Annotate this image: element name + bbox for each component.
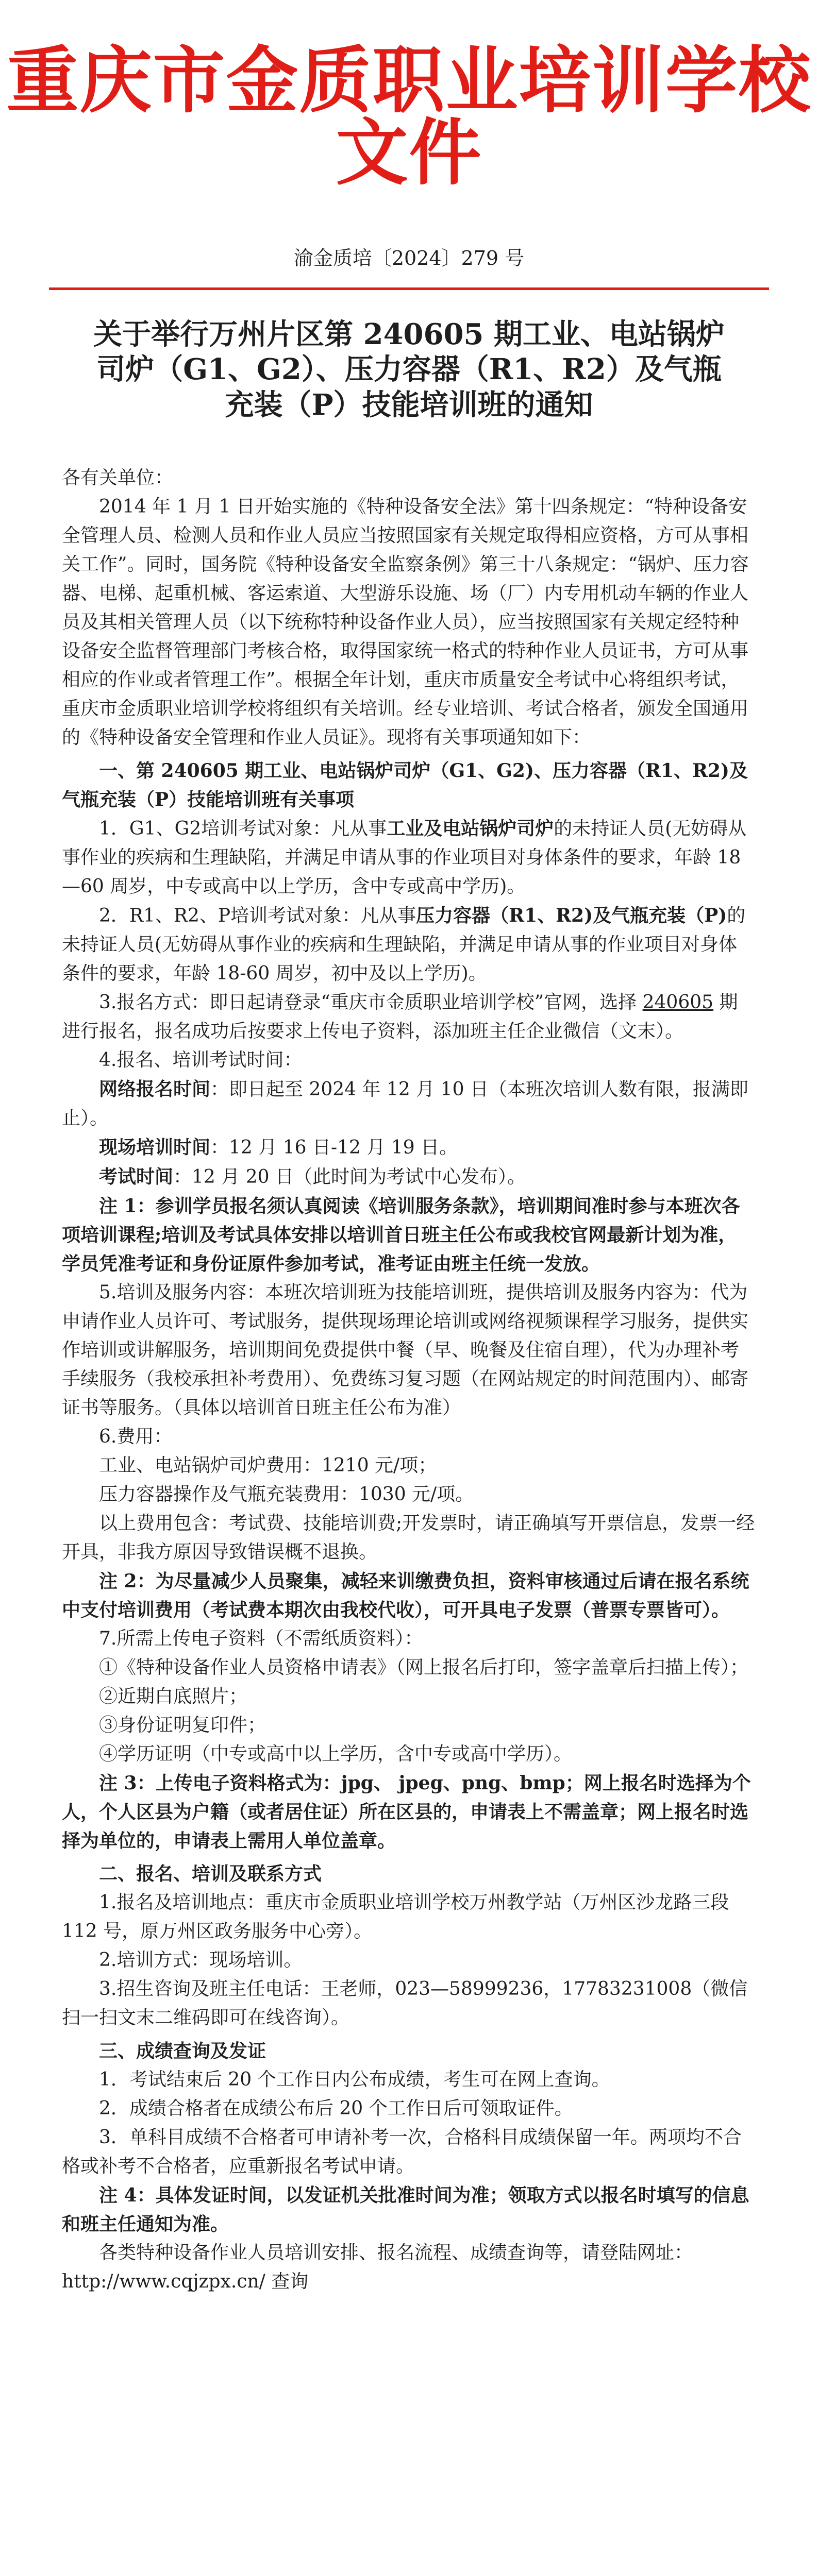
header-divider — [49, 287, 769, 290]
service-content: 5.培训及服务内容：本班次培训班为技能培训班，提供培训及服务内容为：代为申请作业人员许可、考试服务，提供现场理论培训或网络视频课程学习服务，提供实作培训或讲解服务，培训期间免费提供中餐（早、晚餐及住宿自理），代为办理补考手续服务（我校承担补考费用）、免费练习复习题（在网站规定的时间范围内）、邮寄证书等服务。（具体以培训首日班主任公布为准） — [62, 1282, 749, 1418]
materials-heading: 7.所需上传电子资料（不需纸质资料）： — [99, 1628, 423, 1649]
registration-time — [62, 1075, 755, 1133]
text: 3.报名方式：即日起请登录“重庆市金质职业培训学校”官网，选择 — [99, 992, 643, 1013]
fee-boiler: 工业、电站锅炉司炉费用：1210 元/项； — [99, 1455, 437, 1476]
text-bold: 工业及电站锅炉司炉 — [387, 818, 554, 839]
document-number: 渝金质培〔2024〕279 号 — [293, 247, 525, 269]
text: 期进行报名，报名成功后按要求上传电子资料，添加班主任企业微信（文末）。 — [62, 992, 738, 1042]
results-3: 3．单科目成绩不合格者可申请补考一次，合格科目成绩保留一年。两项均不合格或补考不合格者，应重新报名考试申请。 — [62, 2127, 742, 2177]
text: ：12 月 20 日（此时间为考试中心发布）。 — [173, 1166, 526, 1188]
fee-includes: 以上费用包含：考试费、技能培训费;开发票时，请正确填写开票信息，发票一经开具，非我方原因导致错误概不退换。 — [62, 1513, 755, 1563]
note-3: 注 3：上传电子资料格式为：jpg、 jpeg、png、bmp；网上报名时选择为个人，个人区县为户籍（或者居住证）所在区县的，申请表上不需盖章；网上报名时选择为单位的，申请表上需用人单位盖章。 — [62, 1772, 751, 1852]
contact-info: 3.招生咨询及班主任电话：王老师，023—58999236，17783231008（微信扫一扫文末二维码即可在线咨询）。 — [62, 1978, 748, 2028]
text-bold: 压力容器 — [416, 905, 491, 926]
material-2: ②近期白底照片； — [99, 1686, 248, 1707]
text: ：即日起至 2024 年 12 月 10 日（本班次培训人数有限，报满即止）。 — [62, 1079, 748, 1129]
results-1: 1．考试结束后 20 个工作日内公布成绩，考生可在网上查询。 — [99, 2069, 610, 2090]
text-bold: （R1、R2) — [490, 905, 593, 926]
registration-method — [62, 988, 755, 1046]
training-location: 1.报名及培训地点：重庆市金质职业培训学校万州教学站（万州区沙龙路三段 112 号，原万州区政务服务中心旁）。 — [62, 1892, 729, 1942]
training-target-g — [62, 814, 755, 901]
material-4: ④学历证明（中专或高中以上学历，含中专或高中学历）。 — [99, 1743, 573, 1765]
note-2: 注 2：为尽量减少人员聚集，减轻来训缴费负担，资料审核通过后请在报名系统中支付培训费用（考试费本期次由我校代收），可开具电子发票（普票专票皆可）。 — [62, 1570, 749, 1621]
text-bold: 及气瓶充装（P) — [593, 905, 727, 926]
label-bold: 网络报名时间 — [99, 1078, 211, 1100]
training-target-r — [62, 901, 755, 988]
class-number-link[interactable]: 240605 — [642, 992, 714, 1013]
text: ：12 月 16 日-12 月 19 日。 — [210, 1137, 458, 1158]
note-4: 注 4：具体发证时间，以发证机关批准时间为准；领取方式以报名时填写的信息和班主任通知为准。 — [62, 2184, 749, 2235]
notice-body — [62, 464, 755, 2296]
website-info: 各类特种设备作业人员培训安排、报名流程、成绩查询等，请登陆网址：http://www.cqjzpx.cn/ 查询 — [62, 2242, 693, 2292]
document-header-title: 重庆市金质职业培训学校文件 — [6, 39, 812, 195]
notice-title: 关于举行万州片区第 240605 期工业、电站锅炉司炉（G1、G2）、压力容器（R1、R2）及气瓶充装（P）技能培训班的通知 — [93, 317, 725, 422]
greeting: 各有关单位： — [62, 467, 174, 488]
material-1: ①《特种设备作业人员资格申请表》（网上报名后打印，签字盖章后扫描上传）； — [99, 1657, 749, 1678]
text: 1．G1、G2培训考试对象：凡从事 — [99, 818, 387, 839]
fees-heading: 6.费用： — [99, 1426, 173, 1447]
results-2: 2．成绩合格者在成绩公布后 20 个工作日后可领取证件。 — [99, 2098, 573, 2119]
text: 的未持证人员(无妨碍从事作业的疾病和生理缺陷，并满足申请从事的作业项目对身体条件的要求，年龄 18-60 周岁，初中及以上学历)。 — [62, 905, 746, 984]
text: 的未持证人员(无妨碍从事作业的疾病和生理缺陷，并满足申请从事的作业项目对身体条件的要求，年龄 18—60 周岁，中专或高中以上学历，含中专或高中学历)。 — [62, 818, 747, 897]
exam-time — [62, 1162, 755, 1192]
note-1: 注 1：参训学员报名须认真阅读《培训服务条款》，培训期间准时参与本班次各项培训课程;培训及考试具体安排以培训首日班主任公布或我校官网最新计划为准，学员凭准考证和身份证原件参加考试，准考证由班主任统一发放。 — [62, 1195, 740, 1275]
training-time — [62, 1133, 755, 1162]
text: 2．R1、R2、P培训考试对象：凡从事 — [99, 905, 416, 926]
label-bold: 考试时间 — [99, 1166, 174, 1188]
intro-paragraph: 2014 年 1 月 1 日开始实施的《特种设备安全法》第十四条规定：“特种设备安全管理人员、检测人员和作业人员应当按照国家有关规定取得相应资格，方可从事相关工作”。同时，国务院《特种设备安全监察条例》第三十八条规定：“锅炉、压力容器、电梯、起重机械、客运索道、大型游乐设施、场（厂）内专用机动车辆的作业人员及其相关管理人员（以下统称特种设备作业人员），应当按照国家有关规定经特种设备安全监督管理部门考核合格，取得国家统一格式的特种作业人员证书，方可从事相应的作业或者管理工作”。根据全年计划，重庆市质量安全考试中心将组织考试，重庆市金质职业培训学校将组织有关培训。经专业培训、考试合格者，颁发全国通用的《特种设备安全管理和作业人员证》。现将有关事项通知如下： — [62, 496, 749, 748]
training-mode: 2.培训方式：现场培训。 — [99, 1950, 303, 1971]
fee-vessel: 压力容器操作及气瓶充装费用：1030 元/项。 — [99, 1484, 474, 1505]
material-3: ③身份证明复印件； — [99, 1715, 266, 1736]
section-2-heading: 二、报名、培训及联系方式 — [99, 1863, 322, 1885]
schedule-heading: 4.报名、培训考试时间： — [99, 1049, 303, 1071]
label-bold: 现场培训时间 — [99, 1137, 211, 1158]
section-3-heading: 三、成绩查询及发证 — [99, 2040, 266, 2062]
section-1-heading: 一、第 240605 期工业、电站锅炉司炉（G1、G2)、压力容器（R1、R2)及气瓶充装（P）技能培训班有关事项 — [62, 760, 748, 810]
